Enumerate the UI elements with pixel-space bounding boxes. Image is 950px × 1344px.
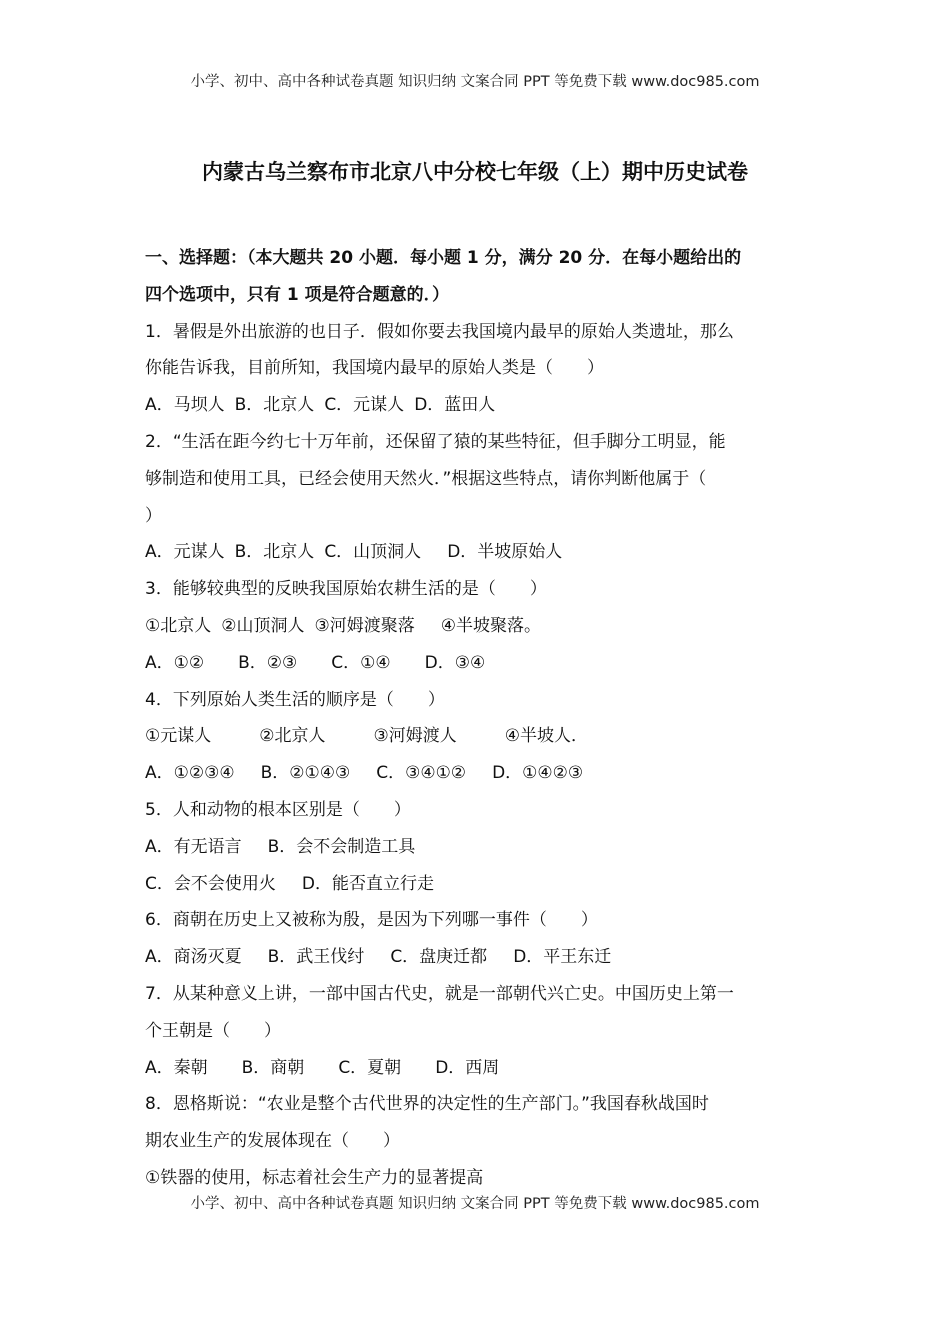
question-stem: 6．商朝在历史上又被称为殷，是因为下列哪一事件（ ） [145, 910, 598, 931]
question-4 [145, 682, 815, 792]
option-a: A．①②③④ [145, 763, 235, 784]
question-1 [145, 314, 815, 424]
option-b: B．武王伐纣 [267, 947, 365, 968]
item-3: ③河姆渡人 [373, 726, 457, 747]
option-a: A．商汤灭夏 [145, 947, 242, 968]
question-options [145, 534, 815, 571]
question-stem: ） [145, 505, 162, 526]
option-a: A．①② [145, 652, 205, 673]
question-options [145, 645, 815, 682]
question-options [145, 387, 815, 424]
question-stem: 3．能够较典型的反映我国原始农耕生活的是（ ） [145, 579, 547, 600]
section-heading-line-2: 四个选项中，只有 1 项是符合题意的．） [145, 284, 450, 305]
question-7 [145, 976, 815, 1086]
item-1: ①北京人 [145, 615, 212, 636]
question-stem: 5．人和动物的根本区别是（ ） [145, 799, 411, 820]
option-b: B．北京人 [234, 395, 315, 416]
exam-content [145, 240, 815, 1197]
option-c: C．元谋人 [324, 395, 405, 416]
question-stem: 个王朝是（ ） [145, 1020, 281, 1041]
item-3: ③河姆渡聚落 [314, 615, 415, 636]
question-3 [145, 571, 815, 681]
option-b: B．会不会制造工具 [267, 836, 416, 857]
question-options [145, 1050, 815, 1087]
question-2 [145, 424, 815, 571]
question-options [145, 939, 815, 976]
question-items [145, 718, 815, 755]
question-options [145, 755, 815, 792]
option-a: A．马坝人 [145, 395, 225, 416]
option-c: C．山顶洞人 [324, 542, 422, 563]
option-b: B．北京人 [234, 542, 315, 563]
question-stem: 你能告诉我，目前所知，我国境内最早的原始人类是（ ） [145, 358, 604, 379]
question-options [145, 829, 815, 866]
option-c: C．盘庚迁都 [390, 947, 488, 968]
option-c: C．会不会使用火 [145, 873, 276, 894]
option-a: A．有无语言 [145, 836, 242, 857]
option-b: B．②①④③ [260, 763, 351, 784]
document-title: 内蒙古乌兰察布市北京八中分校七年级（上）期中历史试卷 [202, 160, 748, 184]
item-2: ②北京人 [259, 726, 326, 747]
question-stem: 1．暑假是外出旅游的也日子．假如你要去我国境内最早的原始人类遗址，那么 [145, 321, 734, 342]
question-stem: 够制造和使用工具，已经会使用天然火．”根据这些特点，请你判断他属于（ [145, 468, 707, 489]
question-item: ①铁器的使用，标志着社会生产力的显著提高 [145, 1167, 484, 1188]
item-2: ②山顶洞人 [221, 615, 305, 636]
section-heading-line-1: 一、选择题：（本大题共 20 小题．每小题 1 分，满分 20 分．在每小题给出的 [145, 248, 742, 268]
item-4: ④半坡人． [504, 726, 588, 747]
page-header: 小学、初中、高中各种试卷真题 知识归纳 文案合同 PPT 等免费下载 www.doc985.com [190, 74, 760, 90]
question-stem: 8．恩格斯说：“农业是整个古代世界的决定性的生产部门。”我国春秋战国时 [145, 1094, 709, 1115]
option-c: C．夏朝 [338, 1057, 402, 1078]
question-8 [145, 1086, 815, 1196]
question-stem: 期农业生产的发展体现在（ ） [145, 1131, 400, 1152]
option-a: A．元谋人 [145, 542, 225, 563]
option-d: D．能否直立行走 [301, 873, 434, 894]
option-c: C．①④ [331, 652, 391, 673]
option-b: B．商朝 [241, 1057, 305, 1078]
option-d: D．平王东迁 [513, 947, 612, 968]
option-d: D．蓝田人 [414, 395, 496, 416]
option-a: A．秦朝 [145, 1057, 208, 1078]
question-stem: 2．“生活在距今约七十万年前，还保留了猿的某些特征，但手脚分工明显，能 [145, 431, 726, 452]
option-d: D．③④ [424, 652, 486, 673]
item-1: ①元谋人 [145, 726, 212, 747]
question-options [145, 866, 815, 903]
option-d: D．①④②③ [492, 763, 584, 784]
option-d: D．半坡原始人 [447, 542, 563, 563]
option-c: C．③④①② [376, 763, 467, 784]
question-5 [145, 792, 815, 902]
option-b: B．②③ [238, 652, 298, 673]
option-d: D．西周 [435, 1057, 500, 1078]
page-footer: 小学、初中、高中各种试卷真题 知识归纳 文案合同 PPT 等免费下载 www.doc985.com [190, 1196, 760, 1212]
question-stem: 7．从某种意义上讲，一部中国古代史，就是一部朝代兴亡史。中国历史上第一 [145, 983, 734, 1004]
question-items [145, 608, 815, 645]
question-stem: 4．下列原始人类生活的顺序是（ ） [145, 689, 445, 710]
item-4: ④半坡聚落。 [440, 615, 541, 636]
question-6 [145, 902, 815, 976]
